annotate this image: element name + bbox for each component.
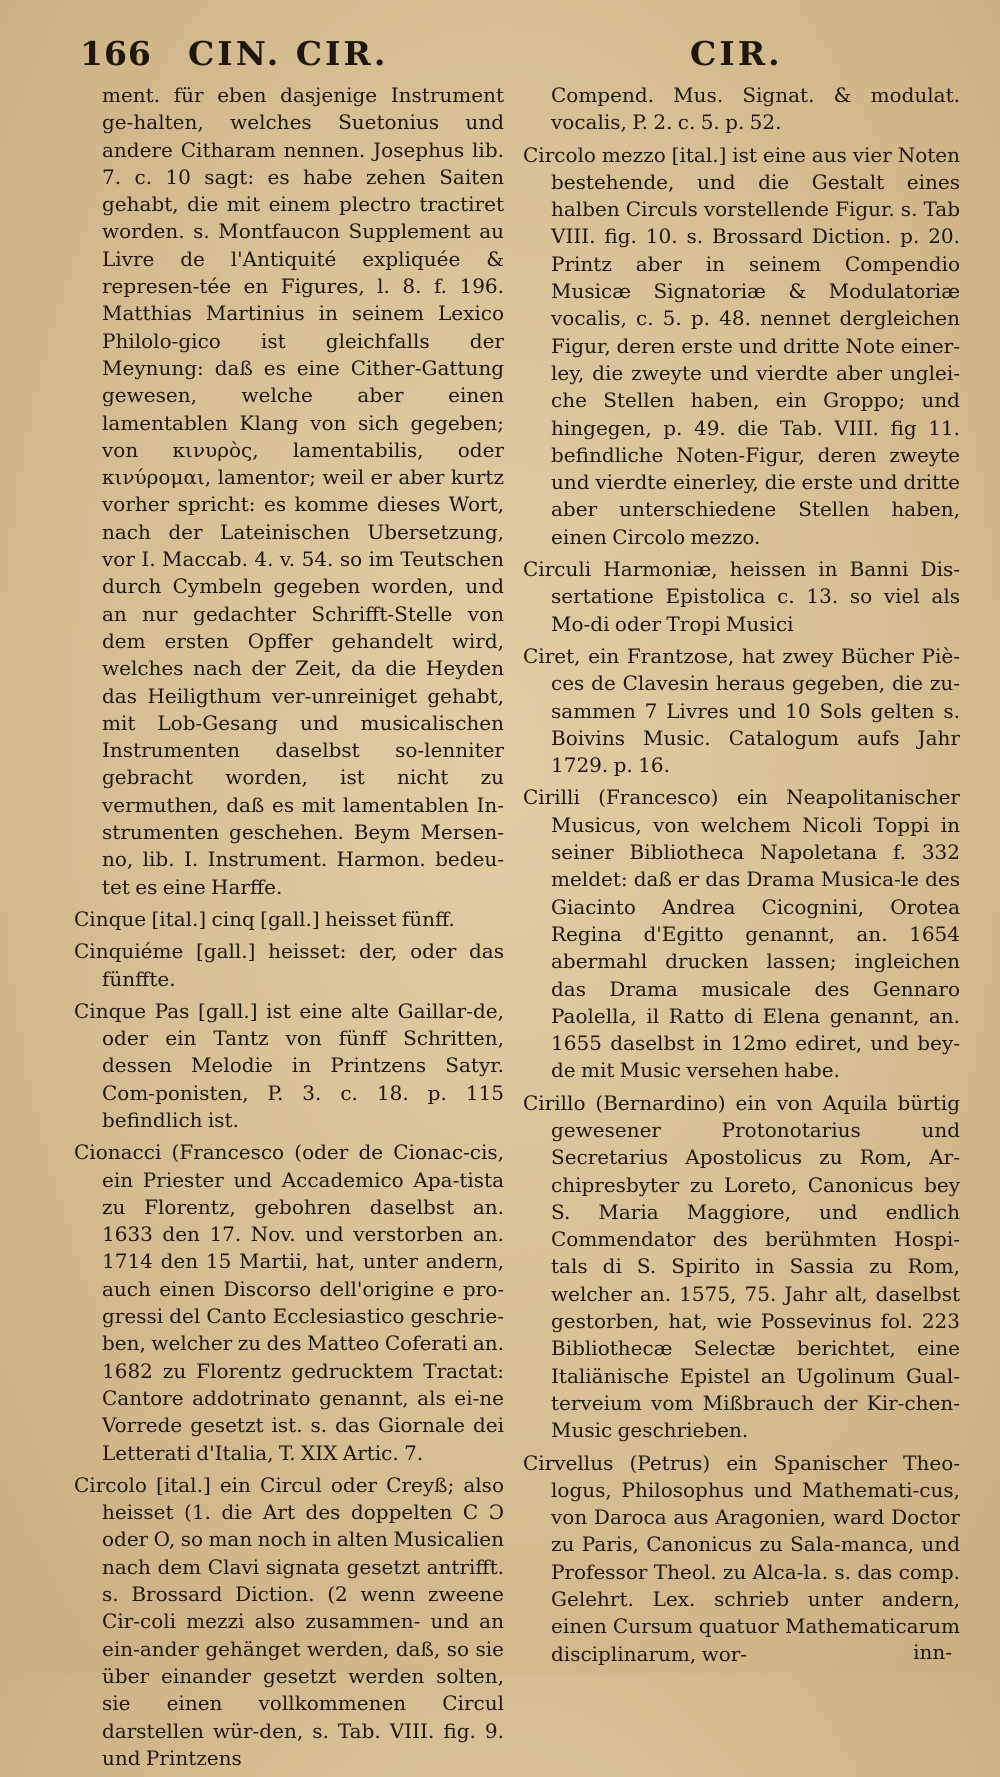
entry-cionacci: Cionacci (Francesco (oder de Cionac-cis, ein Priester und Accademico Apa-tista zu Florentz, gebohren daselbst an. 1633 den 17. Nov. und verstorben an. 1714 den 15 Martii, hat, unter andern, auch einen Discorso dell'origine e pro-gressi del Canto Ecclesiastico geschrie-ben, welcher zu des Matteo Coferati an. 1682 zu Florentz gedrucktem Tractat: Cantore addotrinato genannt, als ei-ne Vorrede gesetzt ist. s. das Giornale dei Letterati d'Italia, T. XIX Artic. 7. (74, 1140, 504, 1465)
entry-cirvellus: Cirvellus (Petrus) ein Spanischer Theo-logus, Philosophus und Mathemati-cus, von Daroca aus Aragonien, ward Doctor zu Paris, Canonicus zu Sala-manca, und Professor Theol. zu Alca-la. s. das comp. Gelehrt. Lex. schrieb unter andern, einen Cursum quatuor Mathematicarum disciplinarum, wor- (523, 1450, 960, 1666)
entry-cinque-pas: Cinque Pas [gall.] ist eine alte Gaillar-de, oder ein Tantz von fünff Schritten, dessen Melodie in Printzens Satyr. Com-ponisten, P. 3. c. 18. p. 115 befindlich ist. (74, 998, 504, 1132)
entry-circolo-mezzo: Circolo mezzo [ital.] ist eine aus vier Noten bestehende, und die Gestalt eines halben Circuls vorstellende Figur. s. Tab VIII. fig. 10. s. Brossard Diction. p. 20. Printz aber in seinem Compendio Musicæ Signatoriæ & Modulatoriæ vocalis, c. 5. p. 48. nennet dergleichen Figur, deren erste und dritte Note einer-ley, die zweyte und vierdte aber unglei-che Stellen haben, ein Groppo; und hingegen, p. 49. die Tab. VIII. fig 11. befindliche Noten-Figur, deren zweyte und vierdte einerley, die erste und dritte aber unterschiedene Stellen haben, einen Circolo mezzo. (523, 142, 960, 549)
entry-circolo: Circolo [ital.] ein Circul oder Creyß; also heisset (1. die Art des doppelten C Ɔ oder O, so man noch in alten Musicalien nach dem Clavi signata gesetzt antrifft. s. Brossard Diction. (2 wenn zweene Cir-coli mezzi also zusammen- und an ein-ander gehänget werden, daß, so sie über einander gesetzt werden solten, sie einen vollkommenen Circul darstellen wür-den, s. Tab. VIII. fig. 9. und Printzens (74, 1472, 504, 1770)
entry-continued-right: Compend. Mus. Signat. & modulat. vocalis, P. 2. c. 5. p. 52. (551, 83, 960, 135)
right-running-head: CIR. (690, 34, 783, 73)
entry-circuli-harmoniae: Circuli Harmoniæ, heissen in Banni Dis-sertatione Epistolica c. 13. so viel als Mo-di oder Tropi Musici (523, 557, 960, 636)
entry-ciret: Ciret, ein Frantzose, hat zwey Bücher Piè-ces de Clavesin heraus gegeben, die zu-sammen 7 Livres und 10 Sols gelten s. Boivins Music. Catalogum aufs Jahr 1729. p. 16. (523, 643, 960, 778)
entry-cirilli: Cirilli (Francesco) ein Neapolitanischer Musicus, von welchem Nicoli Toppi in seiner Bibliotheca Napoletana f. 332 meldet: daß er das Drama Musica-le des Giacinto Andrea Cicognini, Orotea Regina d'Egitto genannt, an. 1654 abermahl drucken lassen; ingleichen das Drama musicale des Gennaro Paolella, il Ratto di Elena genannt, an. 1655 daselbst in 12mo ediret, und bey-de mit Music versehen habe. (523, 785, 960, 1083)
entry-cirillo: Cirillo (Bernardino) ein von Aquila bürtig gewesener Protonotarius und Secretarius Apostolicus zu Rom, Ar-chipresbyter zu Loreto, Canonicus bey S. Maria Maggiore, und endlich Commendator des berühmten Hospi-tals di S. Spirito in Sassia zu Rom, welcher an. 1575, 75. Jahr alt, daselbst gestorben, hat, wie Possevinus fol. 223 Bibliothecæ Selectæ berichtet, eine Italiänische Epistel an Ugolinum Gual-terveium vom Mißbrauch der Kir-chen-Music geschrieben. (523, 1090, 960, 1443)
left-running-head: CIN. CIR. (188, 34, 389, 73)
page-number: 166 (80, 34, 152, 73)
entry-continued: ment. für eben dasjenige Instrument ge-halten, welches Suetonius und andere Citharam nennen. Josephus lib. 7. c. 10 sagt: es habe zehen Saiten gehabt, die mit einem plectro tractiret worden. s. Montfaucon Supplement au Livre de l'Antiquité expliquée & represen-tée en Figures, l. 8. f. 196. Matthias Martinius in seinem Lexico Philolo-gico ist gleichfalls der Meynung: daß es eine Cither-Gattung gewesen, welche aber einen lamentablen Klang von sich gegeben; von κινυρὸς, lamentabilis, oder κινύρομαι, lamentor; weil er aber kurtz vorher spricht: es komme dieses Wort, nach der Lateinischen Ubersetzung, vor I. Maccab. 4. v. 54. so im Teutschen durch Cymbeln gegeben worden, und an nur gedachter Schrifft-Stelle von dem ersten Opffer gehandelt wird, welches nach der Zeit, da die Heyden das Heiligthum ver-unreiniget gehabt, mit Lob-Gesang und musicalischen Instrumenten daselbst so-lenniter gebracht worden, ist nicht zu vermuthen, daß es mit lamentablen In-strumenten geschehen. Beym Mersen-no, lib. I. Instrument. Harmon. bedeu-tet es eine Harffe. (102, 83, 504, 899)
entry-cinquieme: Cinquiéme [gall.] heisset: der, oder das fünffte. (74, 939, 504, 991)
catchword: inn- (913, 1640, 952, 1664)
right-column (523, 82, 960, 1673)
entry-cinque: Cinque [ital.] cinq [gall.] heisset fünff. (74, 906, 455, 931)
page-header (0, 28, 1000, 78)
left-column (74, 82, 504, 1777)
